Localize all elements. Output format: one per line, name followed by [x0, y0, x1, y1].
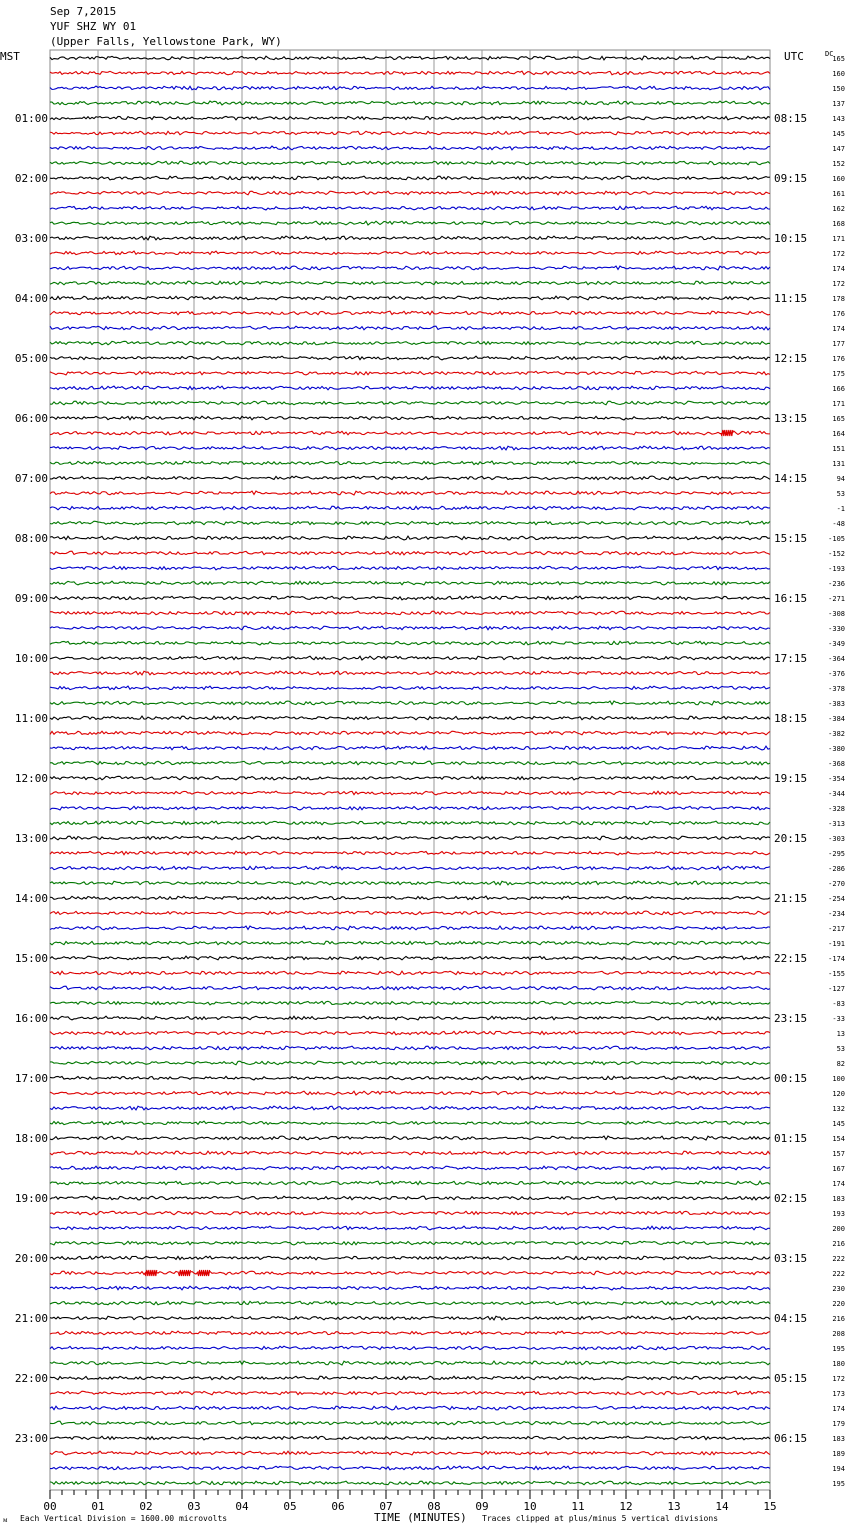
dc-offset-value: 171: [832, 235, 845, 243]
trace-row-65: [50, 1031, 770, 1035]
dc-offset-value: -152: [828, 550, 845, 558]
trace-row-22: [50, 386, 770, 390]
trace-row-95: [50, 1481, 770, 1485]
dc-offset-value: 152: [832, 160, 845, 168]
trace-row-10: [50, 206, 770, 210]
dc-offset-value: -217: [828, 925, 845, 933]
dc-offset-value: 131: [832, 460, 845, 468]
dc-label: DC: [825, 50, 834, 58]
trace-row-46: [50, 746, 770, 750]
dc-offset-value: 178: [832, 295, 845, 303]
dc-offset-value: -155: [828, 970, 845, 978]
utc-hour-label: 19:15: [774, 772, 808, 785]
utc-hour-label: 17:15: [774, 652, 808, 665]
trace-row-54: [50, 866, 770, 870]
dc-offset-value: 164: [832, 430, 845, 438]
dc-offset-value: 179: [832, 1420, 845, 1428]
trace-row-20: [50, 356, 770, 360]
event-burst-0: [721, 430, 733, 436]
dc-offset-value: 13: [836, 1030, 845, 1038]
trace-row-76: [50, 1196, 770, 1200]
dc-offset-value: 216: [832, 1240, 845, 1248]
trace-row-74: [50, 1166, 770, 1170]
trace-row-79: [50, 1241, 770, 1245]
trace-row-42: [50, 686, 770, 690]
trace-row-48: [50, 776, 770, 780]
trace-row-16: [50, 296, 770, 300]
trace-row-50: [50, 806, 770, 810]
trace-row-68: [50, 1076, 770, 1080]
trace-row-27: [50, 461, 770, 465]
x-tick-label: 13: [667, 1500, 681, 1513]
dc-offset-value: 176: [832, 310, 845, 318]
mst-hour-label: 01:00: [14, 112, 48, 125]
trace-row-77: [50, 1211, 770, 1215]
mst-hour-label: 08:00: [14, 532, 48, 545]
trace-row-47: [50, 761, 770, 765]
dc-offset-value: 94: [836, 475, 845, 483]
dc-offset-value: 173: [832, 1390, 845, 1398]
dc-offset-value: 193: [832, 1210, 845, 1218]
dc-offset-value: 82: [836, 1060, 845, 1068]
trace-row-34: [50, 566, 770, 570]
trace-row-71: [50, 1121, 770, 1125]
trace-row-35: [50, 581, 770, 585]
trace-row-0: [50, 56, 770, 60]
trace-row-56: [50, 896, 770, 900]
mst-hour-label: 20:00: [14, 1252, 48, 1265]
dc-offset-value: -328: [828, 805, 845, 813]
trace-row-92: [50, 1436, 770, 1440]
x-tick-label: 10: [523, 1500, 537, 1513]
trace-row-24: [50, 416, 770, 420]
trace-row-60: [50, 956, 770, 960]
utc-hour-label: 06:15: [774, 1432, 808, 1445]
trace-row-87: [50, 1361, 770, 1365]
dc-offset-value: -382: [828, 730, 845, 738]
dc-offset-value: -254: [828, 895, 845, 903]
utc-hour-label: 14:15: [774, 472, 808, 485]
dc-offset-value: 183: [832, 1435, 845, 1443]
trace-row-15: [50, 281, 770, 285]
dc-offset-value: -376: [828, 670, 845, 678]
dc-offset-value: 222: [832, 1255, 845, 1263]
trace-row-72: [50, 1136, 770, 1140]
mst-hour-label: 19:00: [14, 1192, 48, 1205]
trace-row-88: [50, 1376, 770, 1380]
utc-hour-label: 02:15: [774, 1192, 808, 1205]
x-tick-label: 02: [139, 1500, 153, 1513]
mst-hour-label: 12:00: [14, 772, 48, 785]
mst-hour-label: 13:00: [14, 832, 48, 845]
dc-offset-value: 189: [832, 1450, 845, 1458]
dc-offset-value: -236: [828, 580, 845, 588]
dc-offset-value: 195: [832, 1345, 845, 1353]
x-tick-label: 07: [379, 1500, 393, 1513]
station-location: (Upper Falls, Yellowstone Park, WY): [50, 35, 282, 48]
trace-row-80: [50, 1256, 770, 1260]
dc-offset-value: 147: [832, 145, 845, 153]
trace-row-52: [50, 836, 770, 840]
utc-hour-label: 15:15: [774, 532, 808, 545]
dc-offset-value: 195: [832, 1480, 845, 1488]
trace-row-59: [50, 941, 770, 945]
trace-row-23: [50, 401, 770, 405]
dc-offset-value: -234: [828, 910, 845, 918]
trace-row-30: [50, 506, 770, 510]
dc-offset-value: 174: [832, 265, 845, 273]
x-tick-label: 01: [91, 1500, 105, 1513]
dc-offset-value: -364: [828, 655, 845, 663]
utc-hour-label: 22:15: [774, 952, 808, 965]
dc-offset-value: 174: [832, 325, 845, 333]
x-tick-label: 15: [763, 1500, 777, 1513]
dc-offset-value: -48: [832, 520, 845, 528]
dc-offset-value: 143: [832, 115, 845, 123]
utc-hour-label: 20:15: [774, 832, 808, 845]
utc-hour-label: 18:15: [774, 712, 808, 725]
trace-row-90: [50, 1406, 770, 1410]
dc-offset-value: 168: [832, 220, 845, 228]
utc-hour-label: 05:15: [774, 1372, 808, 1385]
trace-row-14: [50, 266, 770, 270]
mst-hour-label: 09:00: [14, 592, 48, 605]
mst-hour-label: 03:00: [14, 232, 48, 245]
trace-row-44: [50, 716, 770, 720]
utc-hour-label: 04:15: [774, 1312, 808, 1325]
dc-offset-value: 194: [832, 1465, 845, 1473]
station-code: YUF SHZ WY 01: [50, 20, 137, 33]
x-tick-label: 00: [43, 1500, 57, 1513]
dc-offset-value: 222: [832, 1270, 845, 1278]
trace-row-63: [50, 1001, 770, 1005]
trace-row-26: [50, 446, 770, 450]
dc-offset-value: -303: [828, 835, 845, 843]
trace-row-9: [50, 191, 770, 195]
utc-hour-label: 01:15: [774, 1132, 808, 1145]
trace-row-2: [50, 86, 770, 90]
dc-offset-value: 145: [832, 1120, 845, 1128]
dc-offset-value: -83: [832, 1000, 845, 1008]
trace-row-43: [50, 701, 770, 705]
mst-hour-label: 14:00: [14, 892, 48, 905]
dc-offset-value: -33: [832, 1015, 845, 1023]
trace-row-36: [50, 596, 770, 600]
x-tick-label: 14: [715, 1500, 729, 1513]
dc-offset-value: 175: [832, 370, 845, 378]
trace-row-4: [50, 116, 770, 120]
dc-offset-value: 174: [832, 1180, 845, 1188]
trace-row-66: [50, 1046, 770, 1050]
trace-row-32: [50, 536, 770, 540]
dc-offset-value: -270: [828, 880, 845, 888]
trace-row-64: [50, 1016, 770, 1020]
trace-row-8: [50, 176, 770, 180]
trace-row-19: [50, 341, 770, 345]
trace-row-49: [50, 791, 770, 795]
dc-offset-value: -295: [828, 850, 845, 858]
dc-offset-value: -193: [828, 565, 845, 573]
trace-row-13: [50, 251, 770, 255]
utc-hour-label: 21:15: [774, 892, 808, 905]
mst-hour-label: 16:00: [14, 1012, 48, 1025]
dc-offset-value: -271: [828, 595, 845, 603]
dc-offset-value: 230: [832, 1285, 845, 1293]
utc-hour-label: 13:15: [774, 412, 808, 425]
dc-offset-value: 100: [832, 1075, 845, 1083]
trace-row-78: [50, 1226, 770, 1230]
trace-row-21: [50, 371, 770, 375]
trace-row-55: [50, 881, 770, 885]
dc-offset-value: -378: [828, 685, 845, 693]
dc-offset-value: 180: [832, 1360, 845, 1368]
trace-row-18: [50, 326, 770, 330]
dc-offset-value: 220: [832, 1300, 845, 1308]
trace-row-93: [50, 1451, 770, 1455]
trace-row-83: [50, 1301, 770, 1305]
dc-offset-value: 53: [836, 1045, 845, 1053]
dc-offset-value: -354: [828, 775, 845, 783]
dc-offset-value: 120: [832, 1090, 845, 1098]
dc-offset-value: -1: [836, 505, 845, 513]
x-tick-label: 09: [475, 1500, 489, 1513]
mst-hour-label: 18:00: [14, 1132, 48, 1145]
trace-row-51: [50, 821, 770, 825]
dc-offset-value: -127: [828, 985, 845, 993]
trace-row-86: [50, 1346, 770, 1350]
trace-row-37: [50, 611, 770, 615]
trace-row-70: [50, 1106, 770, 1110]
trace-row-67: [50, 1061, 770, 1065]
trace-row-33: [50, 551, 770, 555]
trace-row-45: [50, 731, 770, 735]
dc-offset-value: 183: [832, 1195, 845, 1203]
x-tick-label: 12: [619, 1500, 633, 1513]
trace-row-73: [50, 1151, 770, 1155]
dc-offset-value: 174: [832, 1405, 845, 1413]
dc-offset-value: 132: [832, 1105, 845, 1113]
trace-row-61: [50, 971, 770, 975]
x-tick-label: 05: [283, 1500, 297, 1513]
mst-hour-label: 17:00: [14, 1072, 48, 1085]
utc-hour-label: 00:15: [774, 1072, 808, 1085]
trace-row-85: [50, 1331, 770, 1335]
utc-hour-label: 09:15: [774, 172, 808, 185]
dc-offset-value: -191: [828, 940, 845, 948]
chart-date: Sep 7,2015: [50, 5, 117, 18]
utc-hour-label: 11:15: [774, 292, 808, 305]
dc-offset-value: -308: [828, 610, 845, 618]
utc-hour-label: 08:15: [774, 112, 808, 125]
mst-hour-label: 05:00: [14, 352, 48, 365]
mst-hour-label: 21:00: [14, 1312, 48, 1325]
dc-offset-value: -380: [828, 745, 845, 753]
event-burst-3: [198, 1270, 210, 1276]
plot-frame: [50, 50, 770, 1490]
x-tick-label: 04: [235, 1500, 249, 1513]
dc-offset-value: 162: [832, 205, 845, 213]
scale-note: Each Vertical Division = 1600.00 microvolts: [20, 1514, 228, 1523]
dc-offset-value: 171: [832, 400, 845, 408]
trace-row-39: [50, 641, 770, 645]
trace-row-53: [50, 851, 770, 855]
dc-offset-value: 165: [832, 55, 845, 63]
x-tick-label: 11: [571, 1500, 585, 1513]
mst-hour-label: 02:00: [14, 172, 48, 185]
mst-hour-label: 06:00: [14, 412, 48, 425]
trace-row-82: [50, 1286, 770, 1290]
utc-hour-label: 23:15: [774, 1012, 808, 1025]
utc-axis-label: UTC: [784, 50, 804, 63]
trace-row-38: [50, 626, 770, 630]
dc-offset-value: -313: [828, 820, 845, 828]
dc-offset-value: 160: [832, 175, 845, 183]
dc-offset-value: -368: [828, 760, 845, 768]
mst-hour-label: 07:00: [14, 472, 48, 485]
mst-hour-label: 23:00: [14, 1432, 48, 1445]
utc-hour-label: 03:15: [774, 1252, 808, 1265]
trace-row-25: [50, 431, 770, 435]
x-tick-label: 08: [427, 1500, 441, 1513]
mst-hour-label: 04:00: [14, 292, 48, 305]
dc-offset-value: 177: [832, 340, 845, 348]
dc-offset-value: -174: [828, 955, 845, 963]
corner-mark: ᴍ: [3, 1516, 8, 1524]
trace-row-40: [50, 656, 770, 660]
dc-offset-value: -330: [828, 625, 845, 633]
dc-offset-value: -344: [828, 790, 845, 798]
trace-row-41: [50, 671, 770, 675]
trace-row-81: [50, 1271, 770, 1275]
mst-hour-label: 22:00: [14, 1372, 48, 1385]
trace-row-91: [50, 1421, 770, 1425]
dc-offset-value: -384: [828, 715, 845, 723]
x-axis-label: TIME (MINUTES): [374, 1511, 467, 1524]
dc-offset-value: -349: [828, 640, 845, 648]
mst-hour-label: 15:00: [14, 952, 48, 965]
dc-offset-value: 176: [832, 355, 845, 363]
trace-row-6: [50, 146, 770, 150]
dc-offset-value: 151: [832, 445, 845, 453]
dc-offset-value: 167: [832, 1165, 845, 1173]
dc-offset-value: 145: [832, 130, 845, 138]
x-tick-label: 03: [187, 1500, 201, 1513]
dc-offset-value: 160: [832, 70, 845, 78]
trace-row-58: [50, 926, 770, 930]
dc-offset-value: -286: [828, 865, 845, 873]
dc-offset-value: 208: [832, 1330, 845, 1338]
trace-row-69: [50, 1091, 770, 1095]
clip-note: Traces clipped at plus/minus 5 vertical divisions: [482, 1514, 719, 1523]
dc-offset-value: 157: [832, 1150, 845, 1158]
dc-offset-value: 53: [836, 490, 845, 498]
trace-row-3: [50, 101, 770, 105]
trace-row-11: [50, 221, 770, 225]
utc-hour-label: 12:15: [774, 352, 808, 365]
trace-row-62: [50, 986, 770, 990]
dc-offset-value: 165: [832, 415, 845, 423]
trace-row-7: [50, 161, 770, 165]
dc-offset-value: 150: [832, 85, 845, 93]
trace-row-29: [50, 491, 770, 495]
mst-hour-label: 10:00: [14, 652, 48, 665]
dc-offset-value: 172: [832, 250, 845, 258]
trace-row-5: [50, 131, 770, 135]
utc-hour-label: 16:15: [774, 592, 808, 605]
dc-offset-value: 200: [832, 1225, 845, 1233]
trace-row-84: [50, 1316, 770, 1320]
trace-row-28: [50, 476, 770, 480]
trace-row-1: [50, 71, 770, 75]
trace-row-89: [50, 1391, 770, 1395]
dc-offset-value: -383: [828, 700, 845, 708]
trace-row-31: [50, 521, 770, 525]
mst-hour-label: 11:00: [14, 712, 48, 725]
dc-offset-value: 137: [832, 100, 845, 108]
dc-offset-value: 161: [832, 190, 845, 198]
dc-offset-value: 216: [832, 1315, 845, 1323]
trace-row-12: [50, 236, 770, 240]
dc-offset-value: 172: [832, 280, 845, 288]
mst-axis-label: MST: [0, 50, 20, 63]
event-burst-2: [178, 1270, 190, 1276]
trace-row-57: [50, 911, 770, 915]
dc-offset-value: 172: [832, 1375, 845, 1383]
trace-row-94: [50, 1466, 770, 1470]
dc-offset-value: 166: [832, 385, 845, 393]
x-tick-label: 06: [331, 1500, 345, 1513]
dc-offset-value: 154: [832, 1135, 845, 1143]
utc-hour-label: 10:15: [774, 232, 808, 245]
trace-row-75: [50, 1181, 770, 1185]
trace-row-17: [50, 311, 770, 315]
event-burst-1: [145, 1270, 157, 1276]
dc-offset-value: -105: [828, 535, 845, 543]
